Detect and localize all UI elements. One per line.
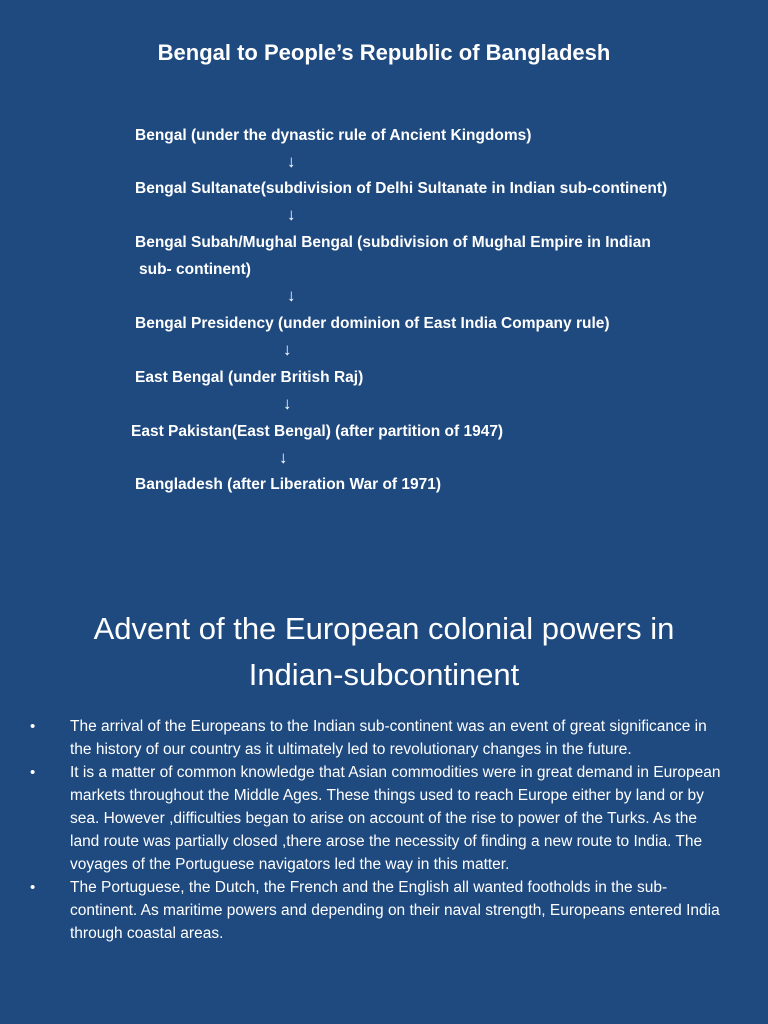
bullet-dot-icon: • <box>30 718 36 735</box>
bullet-text: It is a matter of common knowledge that Asian commodities were in great demand in European markets throughout the Middle Ages. These things used to reach Europe either by land or by sea. However ,difficulties began to arise on account of the rise to power of the Turks. As the land route was partially closed ,there arose the necessity of finding a new route to India. The voyages of the Portuguese navigators led the way in this matter. <box>70 764 721 873</box>
timeline-item-british-raj <box>135 367 363 389</box>
section-heading-line-1: Advent of the European colonial powers in <box>93 611 675 646</box>
timeline-item-ancient-kingdoms <box>135 125 531 147</box>
down-arrow-icon: ↓ <box>279 448 288 467</box>
timeline-item-text: Bengal Subah/Mughal Bengal (subdivision of Mughal Empire in Indian <box>135 234 651 251</box>
timeline-item-text: Bengal (under the dynastic rule of Ancient Kingdoms) <box>135 127 532 144</box>
timeline-item-text: East Bengal (under British Raj) <box>135 369 364 386</box>
timeline-item-text: Bangladesh (after Liberation War of 1971) <box>135 476 442 493</box>
bullet-text: The Portuguese, the Dutch, the French and the English all wanted footholds in the sub-continent. As maritime powers and depending on their naval strength, Europeans entered India through coastal areas. <box>70 879 720 942</box>
down-arrow-icon: ↓ <box>287 205 296 224</box>
timeline-item-east-pakistan <box>131 421 503 443</box>
down-arrow-icon: ↓ <box>287 152 296 171</box>
section-heading-line-2: Indian-subcontinent <box>248 657 520 692</box>
down-arrow-icon: ↓ <box>283 394 292 413</box>
down-arrow-icon: ↓ <box>287 286 296 305</box>
timeline-item-text: East Pakistan(East Bengal) (after partition of 1947) <box>131 423 504 440</box>
bullet-item <box>30 761 730 876</box>
bullet-dot-icon: • <box>30 764 36 781</box>
slide-title: Bengal to People’s Republic of Bangladesh <box>157 40 611 65</box>
timeline-item-presidency <box>135 313 610 335</box>
timeline-item-sultanate <box>135 178 667 200</box>
timeline-item-mughal-continued <box>139 259 251 281</box>
timeline-item-text: sub- continent) <box>139 261 251 278</box>
bullet-list <box>30 715 730 945</box>
down-arrow-icon: ↓ <box>283 340 292 359</box>
timeline-item-text: Bengal Sultanate(subdivision of Delhi Sultanate in Indian sub-continent) <box>135 180 668 197</box>
bullet-item <box>30 715 730 761</box>
bullet-dot-icon: • <box>30 879 36 896</box>
timeline-item-mughal <box>135 232 651 254</box>
timeline-item-bangladesh <box>135 474 441 496</box>
timeline-item-text: Bengal Presidency (under dominion of East India Company rule) <box>135 315 610 332</box>
section-heading <box>0 606 768 698</box>
bullet-text: The arrival of the Europeans to the Indian sub-continent was an event of great significance in the history of our country as it ultimately led to revolutionary changes in the future. <box>70 718 707 758</box>
bullet-item <box>30 876 730 945</box>
